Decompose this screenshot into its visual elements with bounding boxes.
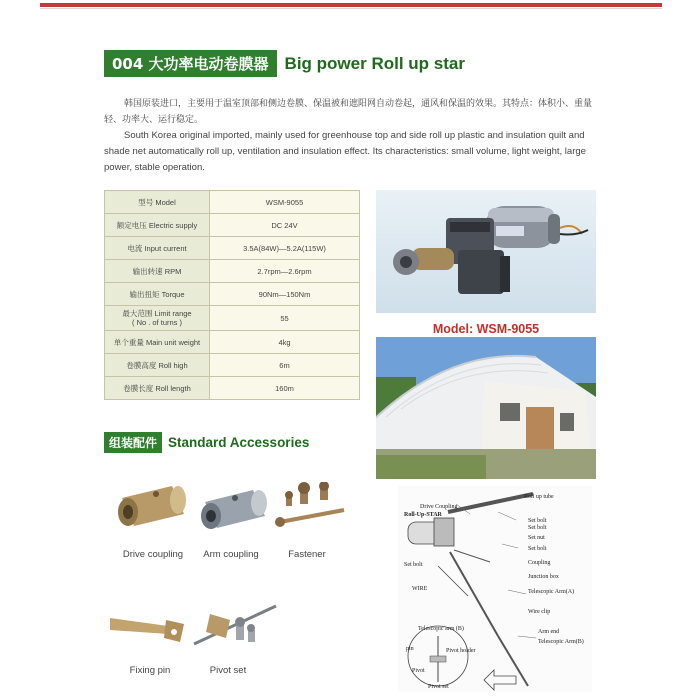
spec-value: DC 24V [210, 214, 360, 237]
diagram-svg [398, 486, 592, 692]
label-set-bolt: Set bolt [404, 562, 423, 568]
spec-value: 3.5A(84W)—5.2A(115W) [210, 237, 360, 260]
model-caption: Model: WSM-9055 [432, 322, 540, 336]
label-set-bolt: Set bolt [528, 525, 547, 531]
motor-photo [376, 190, 596, 313]
spec-label: 输出扭矩 Torque [105, 283, 210, 306]
fixing-pin-label: Fixing pin [129, 665, 171, 676]
intro-text [104, 96, 600, 176]
label-roll-up-star: Roll-Up-STAR [404, 512, 442, 518]
title-cn: 004 大功率电动卷膜器 [104, 50, 277, 77]
spec-value: 90Nm—150Nm [210, 283, 360, 306]
label-roll-up-tube: Roll up tube [524, 494, 554, 500]
spec-value: 4kg [210, 331, 360, 354]
top-rule-thin [40, 8, 662, 9]
label-pivot: Pivot [412, 668, 425, 674]
spec-label: 电流 Input current [105, 237, 210, 260]
spec-row [105, 260, 360, 283]
spec-row [105, 237, 360, 260]
spec-row [105, 331, 360, 354]
label-junction-box: Junction box [528, 574, 559, 580]
spec-label: 输出转速 RPM [105, 260, 210, 283]
label-pivot-holder: Pivot holder [446, 648, 476, 654]
label-set-nut: Set nut [528, 535, 545, 541]
title-en: Big power Roll up star [284, 53, 465, 73]
accessories-title-en: Standard Accessories [168, 434, 310, 450]
spec-row [105, 306, 360, 331]
spec-row [105, 191, 360, 214]
spec-row [105, 283, 360, 306]
spec-row [105, 214, 360, 237]
spec-value: 2.7rpm—2.6rpm [210, 260, 360, 283]
greenhouse-illustration [376, 337, 596, 479]
arm-coupling-image [195, 480, 275, 543]
label-set-bolt: Set bolt [528, 546, 547, 552]
spec-label: 额定电压 Electric supply [105, 214, 210, 237]
fixing-pin-image [108, 608, 188, 649]
label-pivot-set: Pivot set [428, 684, 449, 690]
spec-value: 6m [210, 354, 360, 377]
fastener-label: Fastener [288, 549, 326, 560]
arm-coupling-label: Arm coupling [203, 549, 259, 560]
spec-table [104, 190, 360, 400]
label-telescopic-arm-b-inset: Telescopic arm (B) [418, 626, 464, 632]
spec-value: 160m [210, 377, 360, 400]
spec-row [105, 354, 360, 377]
greenhouse-photo [376, 337, 596, 479]
intro-cn: 韩国原装进口，主要用于温室顶部和侧边卷膜、保温被和遮阳网自动卷起，通风和保温的效果。其特点：体积小、重量轻、功率大、运行稳定。 [104, 99, 593, 125]
motor-illustration [376, 190, 596, 313]
label-wire-clip: Wire clip [528, 609, 551, 615]
installation-diagram [398, 486, 592, 692]
spec-value: WSM-9055 [210, 191, 360, 214]
spec-label: 最大范围 Limit range ( No . of turns ) [105, 306, 210, 331]
top-rule [40, 3, 662, 7]
label-drive-coupling: Drive Coupling [420, 504, 458, 510]
fastener-image [272, 482, 352, 537]
pivot-set-label: Pivot set [209, 665, 247, 676]
page-title [104, 51, 465, 76]
spec-label: 单个重量 Main unit weight [105, 331, 210, 354]
label-pin: pin [406, 646, 414, 652]
spec-value: 55 [210, 306, 360, 331]
label-coupling: Coupling [528, 560, 551, 566]
label-telescopic-arm-a: Telescopic Arm(A) [528, 589, 575, 595]
drive-coupling-label: Drive coupling [122, 549, 184, 560]
drive-coupling-image [112, 478, 192, 543]
label-set-bolt: Set bolt [528, 518, 547, 524]
spec-label: 卷膜长度 Roll length [105, 377, 210, 400]
spec-row [105, 377, 360, 400]
accessories-title-cn: 组装配件 [104, 432, 162, 453]
label-telescopic-arm-b: Telescopic Arm(B) [538, 639, 584, 645]
spec-label: 型号 Model [105, 191, 210, 214]
accessories-title [104, 432, 309, 452]
pivot-set-image [190, 598, 280, 659]
spec-label: 卷膜高度 Roll high [105, 354, 210, 377]
intro-en: South Korea original imported, mainly used for greenhouse top and side roll up plastic and insulation quilt and shade net automatically roll up, ventilation and insulation effect. Its characteristics: small volume, light weight, large power, stable operation. [104, 130, 586, 173]
label-wire: WIRE [412, 586, 428, 592]
label-arm-end: Arm end [538, 629, 560, 635]
